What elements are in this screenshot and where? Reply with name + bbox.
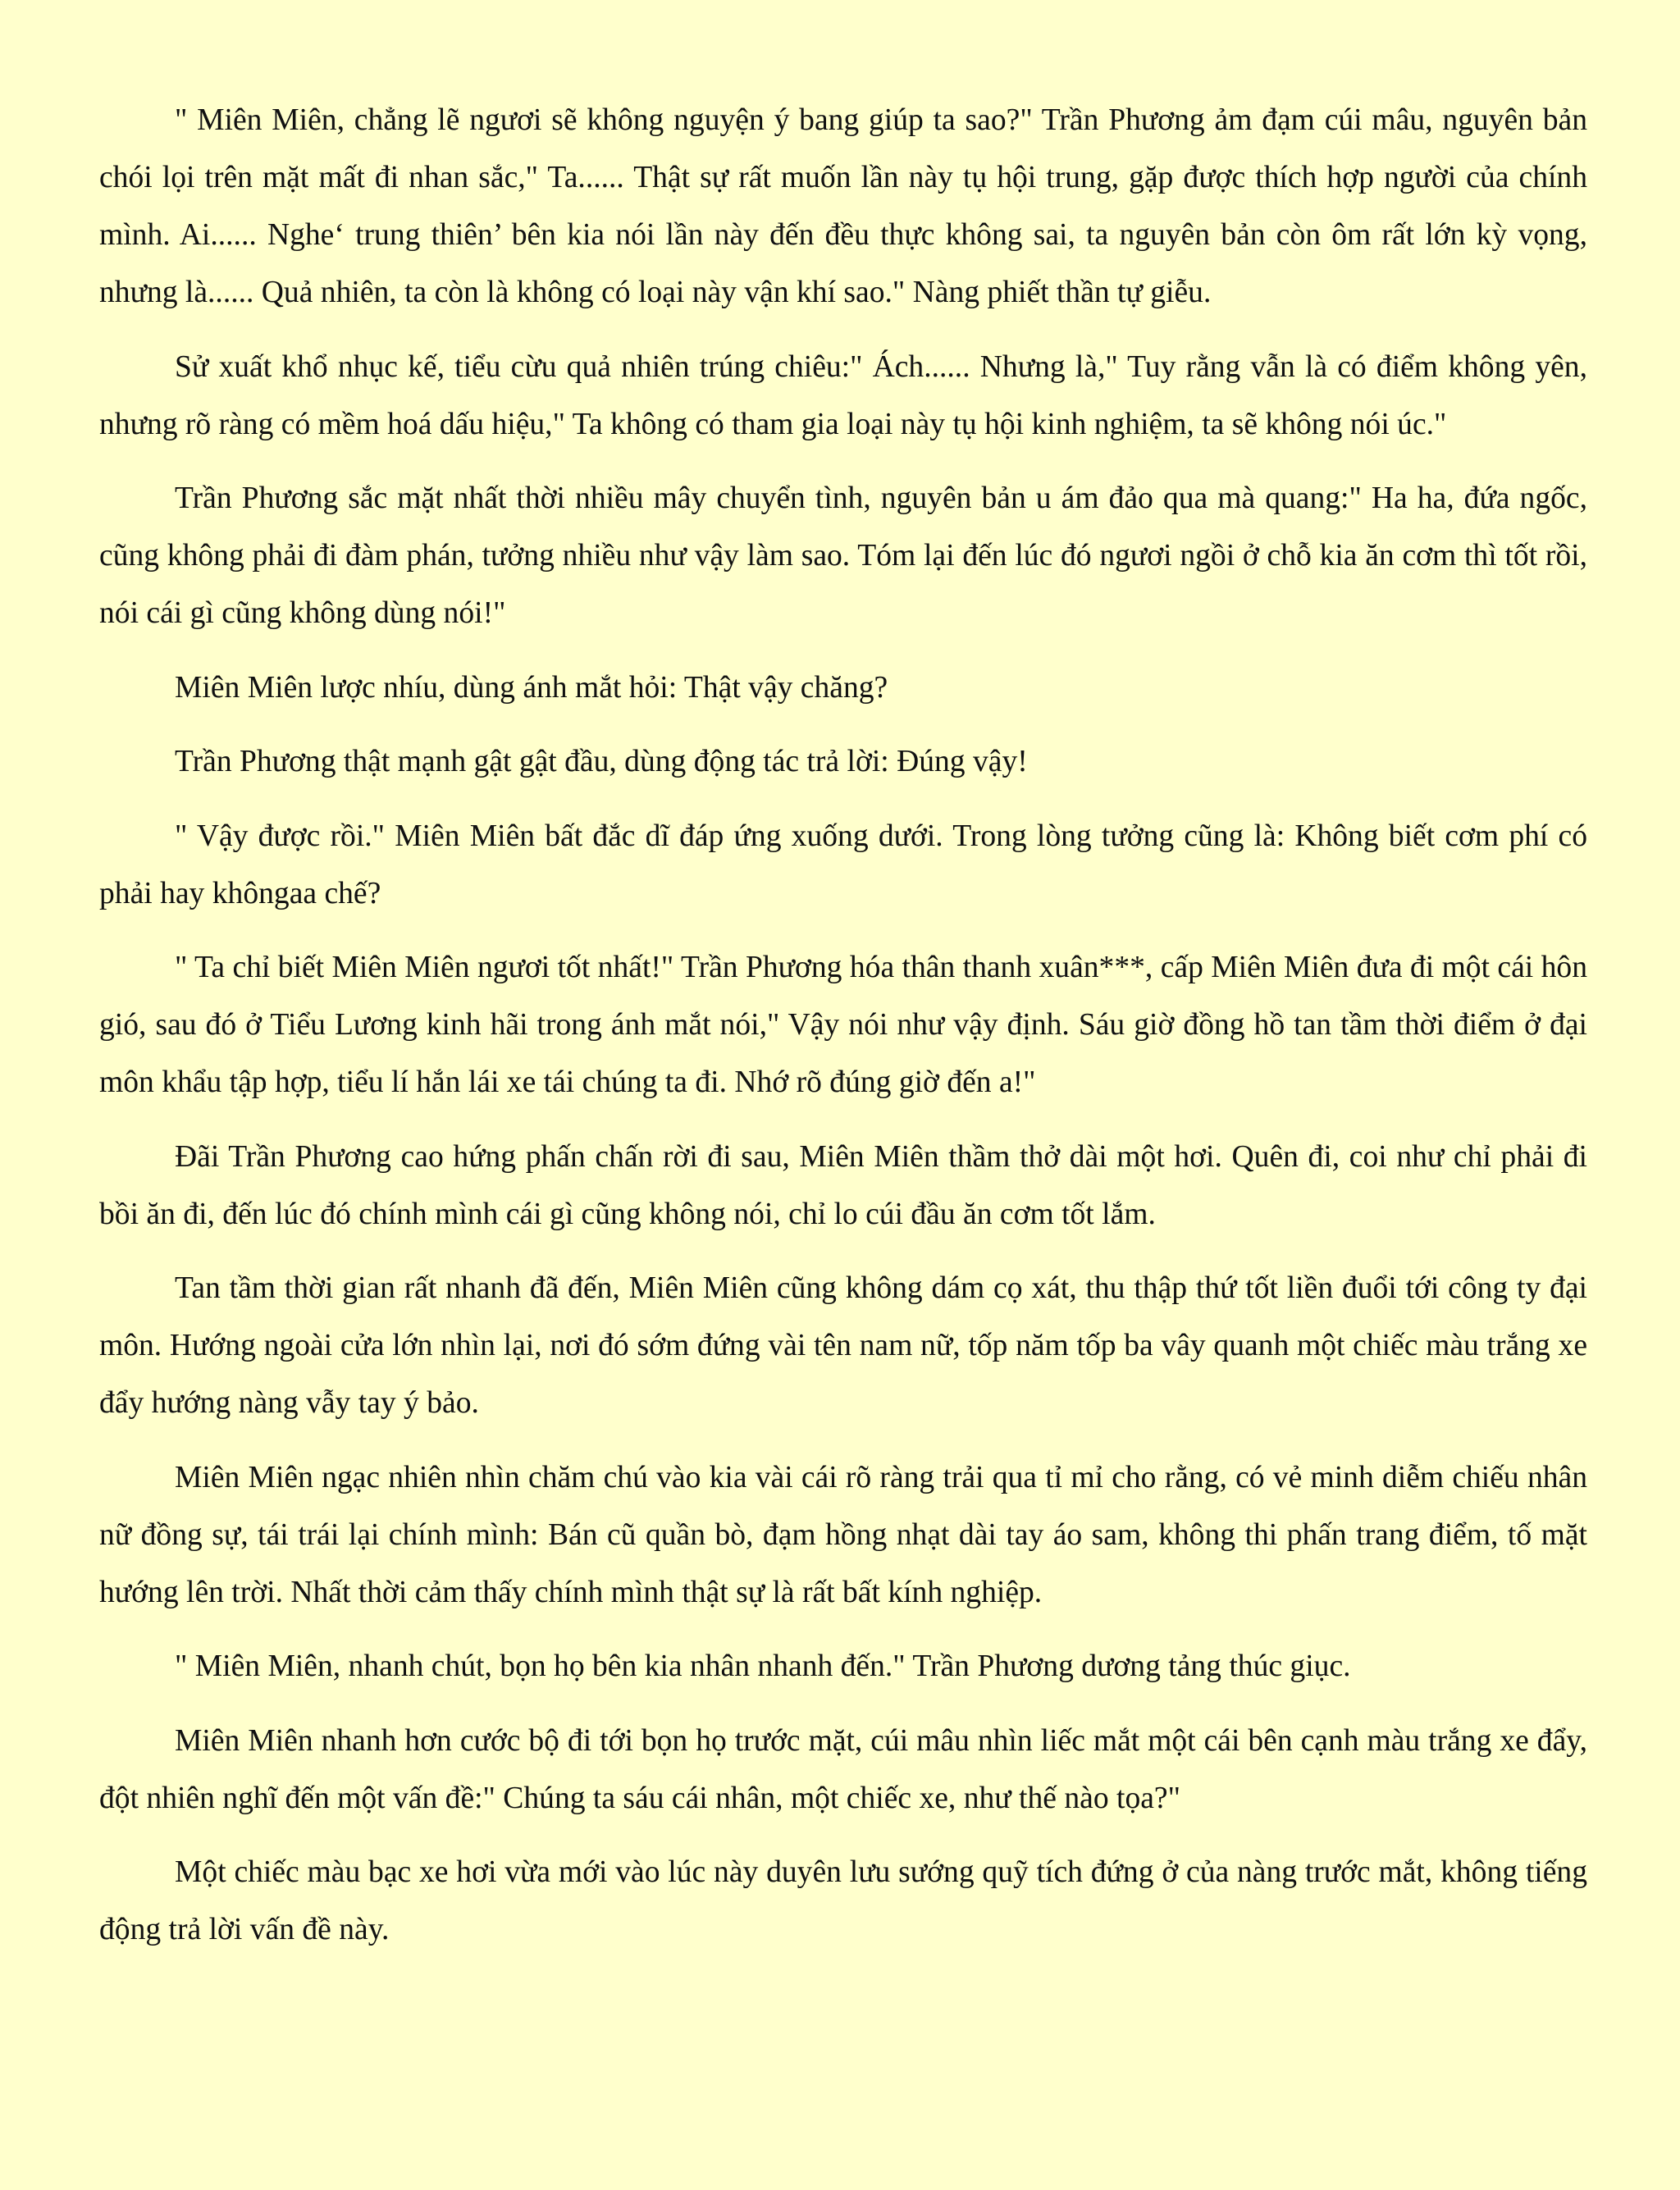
paragraph: Trần Phương thật mạnh gật gật đầu, dùng động tác trả lời: Đúng vậy!: [175, 745, 1028, 778]
paragraph: Tan tầm thời gian rất nhanh đã đến, Miên Miên cũng không dám cọ xát, thu thập thứ tốt liền đuổi tới công ty đại môn. Hướng ngoài cửa lớn nhìn lại, nơi đó sớm đứng vài tên nam nữ, tốp năm tốp ba vây quanh một chiếc màu trắng xe đẩy hướng nàng vẫy tay ý bảo.: [99, 1271, 1587, 1420]
paragraph: Một chiếc màu bạc xe hơi vừa mới vào lúc này duyên lưu sướng quỹ tích đứng ở của nàng trước mắt, không tiếng động trả lời vấn đề này.: [99, 1855, 1587, 1946]
paragraph: Đãi Trần Phương cao hứng phấn chấn rời đi sau, Miên Miên thầm thở dài một hơi. Quên đi, coi như chỉ phải đi bồi ăn đi, đến lúc đó chính mình cái gì cũng không nói, chỉ lo cúi đầu ăn cơm tốt lắm.: [99, 1139, 1587, 1231]
paragraph: " Ta chỉ biết Miên Miên ngươi tốt nhất!" Trần Phương hóa thân thanh xuân***, cấp Miên Miên đưa đi một cái hôn gió, sau đó ở Tiểu Lương kinh hãi trong ánh mắt nói," Vậy nói như vậy định. Sáu giờ đồng hồ tan tầm thời điểm ở đại môn khẩu tập hợp, tiểu lí hắn lái xe tái chúng ta đi. Nhớ rõ đúng giờ đến a!": [99, 951, 1587, 1099]
paragraph: " Miên Miên, nhanh chút, bọn họ bên kia nhân nhanh đến." Trần Phương dương tảng thúc giục.: [175, 1649, 1351, 1683]
paragraph: " Miên Miên, chẳng lẽ ngươi sẽ không nguyện ý bang giúp ta sao?" Trần Phương ảm đạm cúi mâu, nguyên bản chói lọi trên mặt mất đi nhan sắc," Ta...... Thật sự rất muốn lần này tụ hội trung, gặp được thích hợp người của chính mình. Ai...... Nghe‘ trung thiên’ bên kia nói lần này đến đều thực không sai, ta nguyên bản còn ôm rất lớn kỳ vọng, nhưng là...... Quả nhiên, ta còn là không có loại này vận khí sao." Nàng phiết thần tự giễu.: [99, 103, 1587, 309]
paragraph: Miên Miên lược nhíu, dùng ánh mắt hỏi: Thật vậy chăng?: [175, 670, 888, 705]
paragraph: Miên Miên nhanh hơn cước bộ đi tới bọn họ trước mặt, cúi mâu nhìn liếc mắt một cái bên cạnh màu trắng xe đẩy, đột nhiên nghĩ đến một vấn đề:" Chúng ta sáu cái nhân, một chiếc xe, như thế nào tọa?": [99, 1723, 1587, 1815]
paragraph: Miên Miên ngạc nhiên nhìn chăm chú vào kia vài cái rõ ràng trải qua tỉ mỉ cho rằng, có vẻ minh diễm chiếu nhân nữ đồng sự, tái trái lại chính mình: Bán cũ quần bò, đạm hồng nhạt dài tay áo sam, không thi phấn trang điểm, tố mặt hướng lên trời. Nhất thời cảm thấy chính mình thật sự là rất bất kính nghiệp.: [99, 1460, 1587, 1609]
paragraph: Sử xuất khổ nhục kế, tiểu cừu quả nhiên trúng chiêu:" Ách...... Nhưng là," Tuy rằng vẫn là có điểm không yên, nhưng rõ ràng có mềm hoá dấu hiệu," Ta không có tham gia loại này tụ hội kinh nghiệm, ta sẽ không nói úc.": [99, 349, 1587, 441]
paragraph: Trần Phương sắc mặt nhất thời nhiều mây chuyển tình, nguyên bản u ám đảo qua mà quang:" Ha ha, đứa ngốc, cũng không phải đi đàm phán, tưởng nhiều như vậy làm sao. Tóm lại đến lúc đó ngươi ngồi ở chỗ kia ăn cơm thì tốt rồi, nói cái gì cũng không dùng nói!": [99, 481, 1587, 630]
paragraph: " Vậy được rồi." Miên Miên bất đắc dĩ đáp ứng xuống dưới. Trong lòng tưởng cũng là: Không biết cơm phí có phải hay khôngaa chế?: [99, 819, 1587, 910]
